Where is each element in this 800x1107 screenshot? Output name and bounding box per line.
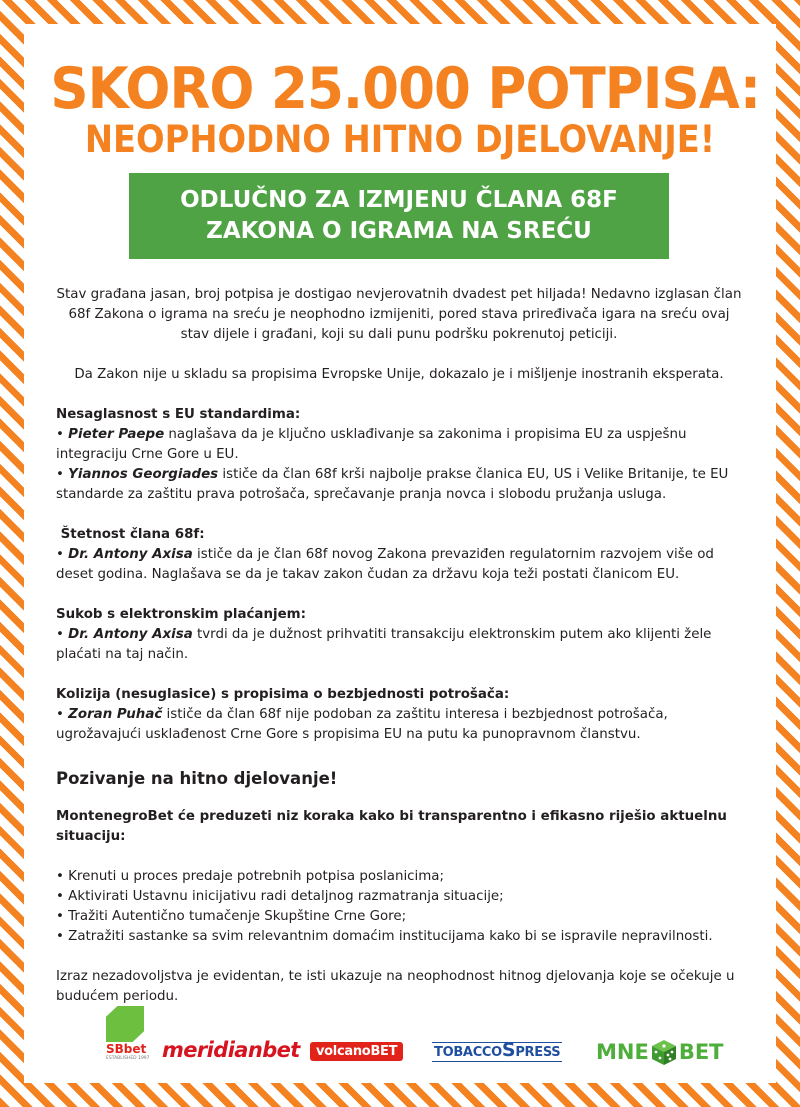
expert-name: Dr. Antony Axisa — [68, 547, 193, 562]
banner-line-2: ZAKONA O IGRAMA NA SREĆU — [206, 218, 592, 244]
list-item: • Tražiti Autentično tumačenje Skupštine Crne Gore; — [56, 909, 407, 924]
flyer-page — [24, 24, 776, 1083]
sbbet-mark-icon — [106, 1006, 144, 1042]
section-heading: Štetnost člana 68f: — [56, 527, 205, 542]
section-item: • Dr. Antony Axisa tvrdi da je dužnost prihvatiti transakciju elektronskim putem ako klijenti žele plaćati na taj način. — [56, 627, 712, 662]
closing-paragraph: Izraz nezadovoljstva je evidentan, te isti ukazuje na neophodnost hitnog djelovanja koje se očekuje u budućem periodu. — [56, 969, 735, 1004]
dice-icon — [650, 1038, 678, 1066]
list-item: • Aktivirati Ustavnu inicijativu radi detaljnog razmatranja situacije; — [56, 889, 504, 904]
section-electronic-payment — [56, 605, 742, 665]
list-item: • Krenuti u proces predaje potrebnih potpisa poslanicima; — [56, 869, 445, 884]
tobacco-press-logo: TOBACCOSPRESS — [434, 1039, 561, 1061]
sbbet-logo: SBbet ESTABLISHED 1997 — [106, 1006, 150, 1061]
section-item: • Zoran Puhač ističe da član 68f nije podoban za zaštitu interesa i bezbjednost potrošača, ugrožavajući usklađenost Crne Gore s propisima EU na putu ka punopravnom članstvu. — [56, 707, 668, 742]
expert-name: Yiannos Georgiades — [68, 467, 219, 482]
section-heading: Kolizija (nesuglasice) s propisima o bezbjednosti potrošača: — [56, 687, 510, 702]
sponsor-logos — [24, 1004, 776, 1074]
banner-line-1: ODLUČNO ZA IZMJENU ČLANA 68F — [180, 187, 618, 213]
body-text — [56, 285, 742, 1007]
green-banner — [129, 173, 669, 259]
section-heading: Sukob s elektronskim plaćanjem: — [56, 607, 306, 622]
headline-line-1: SKORO 25.000 POTPISA: — [50, 56, 761, 122]
list-item: • Zatražiti sastanke sa svim relevantnim domaćim institucijama kako bi se ispravile nepravilnosti. — [56, 929, 713, 944]
call-to-action-heading: Pozivanje na hitno djelovanje! — [56, 769, 338, 788]
expert-name: Zoran Puhač — [68, 707, 163, 722]
section-item: • Pieter Paepe naglašava da je ključno usklađivanje sa zakonima i propisima EU za uspješnu integraciju Crne Gore u EU. — [56, 427, 687, 462]
mnebet-logo: MNE BET — [596, 1040, 724, 1064]
call-to-action-subheading: MontenegroBet će preduzeti niz koraka kako bi transparentno i efikasno riješio aktuelnu situaciju: — [56, 809, 727, 844]
section-consumer-safety — [56, 685, 742, 745]
section-harmfulness — [56, 525, 742, 585]
volcanobet-logo: volcanoBET — [310, 1042, 403, 1061]
section-item: • Yiannos Georgiades ističe da član 68f krši najbolje prakse članica EU, US i Velike Britanije, te EU standarde za zaštitu prava potrošača, sprečavanje pranja novca i slobodu pružanja usluga. — [56, 467, 729, 502]
intro-paragraph-2: Da Zakon nije u skladu sa propisima Evropske Unije, dokazalo je i mišljenje inostranih eksperata. — [74, 367, 724, 382]
section-item: • Dr. Antony Axisa ističe da je član 68f novog Zakona prevaziđen regulatornim razvojem više od deset godina. Naglašava se da je takav zakon čudan za državu koja teži postati članicom EU. — [56, 547, 714, 582]
expert-name: Pieter Paepe — [68, 427, 165, 442]
section-heading: Nesaglasnost s EU standardima: — [56, 407, 301, 422]
headline-line-2: NEOPHODNO HITNO DJELOVANJE! — [84, 118, 716, 161]
section-eu-standards — [56, 405, 742, 505]
expert-name: Dr. Antony Axisa — [68, 627, 193, 642]
action-steps-list — [56, 867, 742, 947]
meridianbet-logo: meridianbet — [162, 1038, 300, 1062]
intro-paragraph-1: Stav građana jasan, broj potpisa je dostigao nevjerovatnih dvadest pet hiljada! Nedavno izglasan član 68f Zakona o igrama na sreću je neophodno izmijeniti, pored stava priređivača igara na sreću ovaj stav dijele i građani, koji su dali punu podršku pokrenutoj peticiji. — [56, 287, 742, 342]
